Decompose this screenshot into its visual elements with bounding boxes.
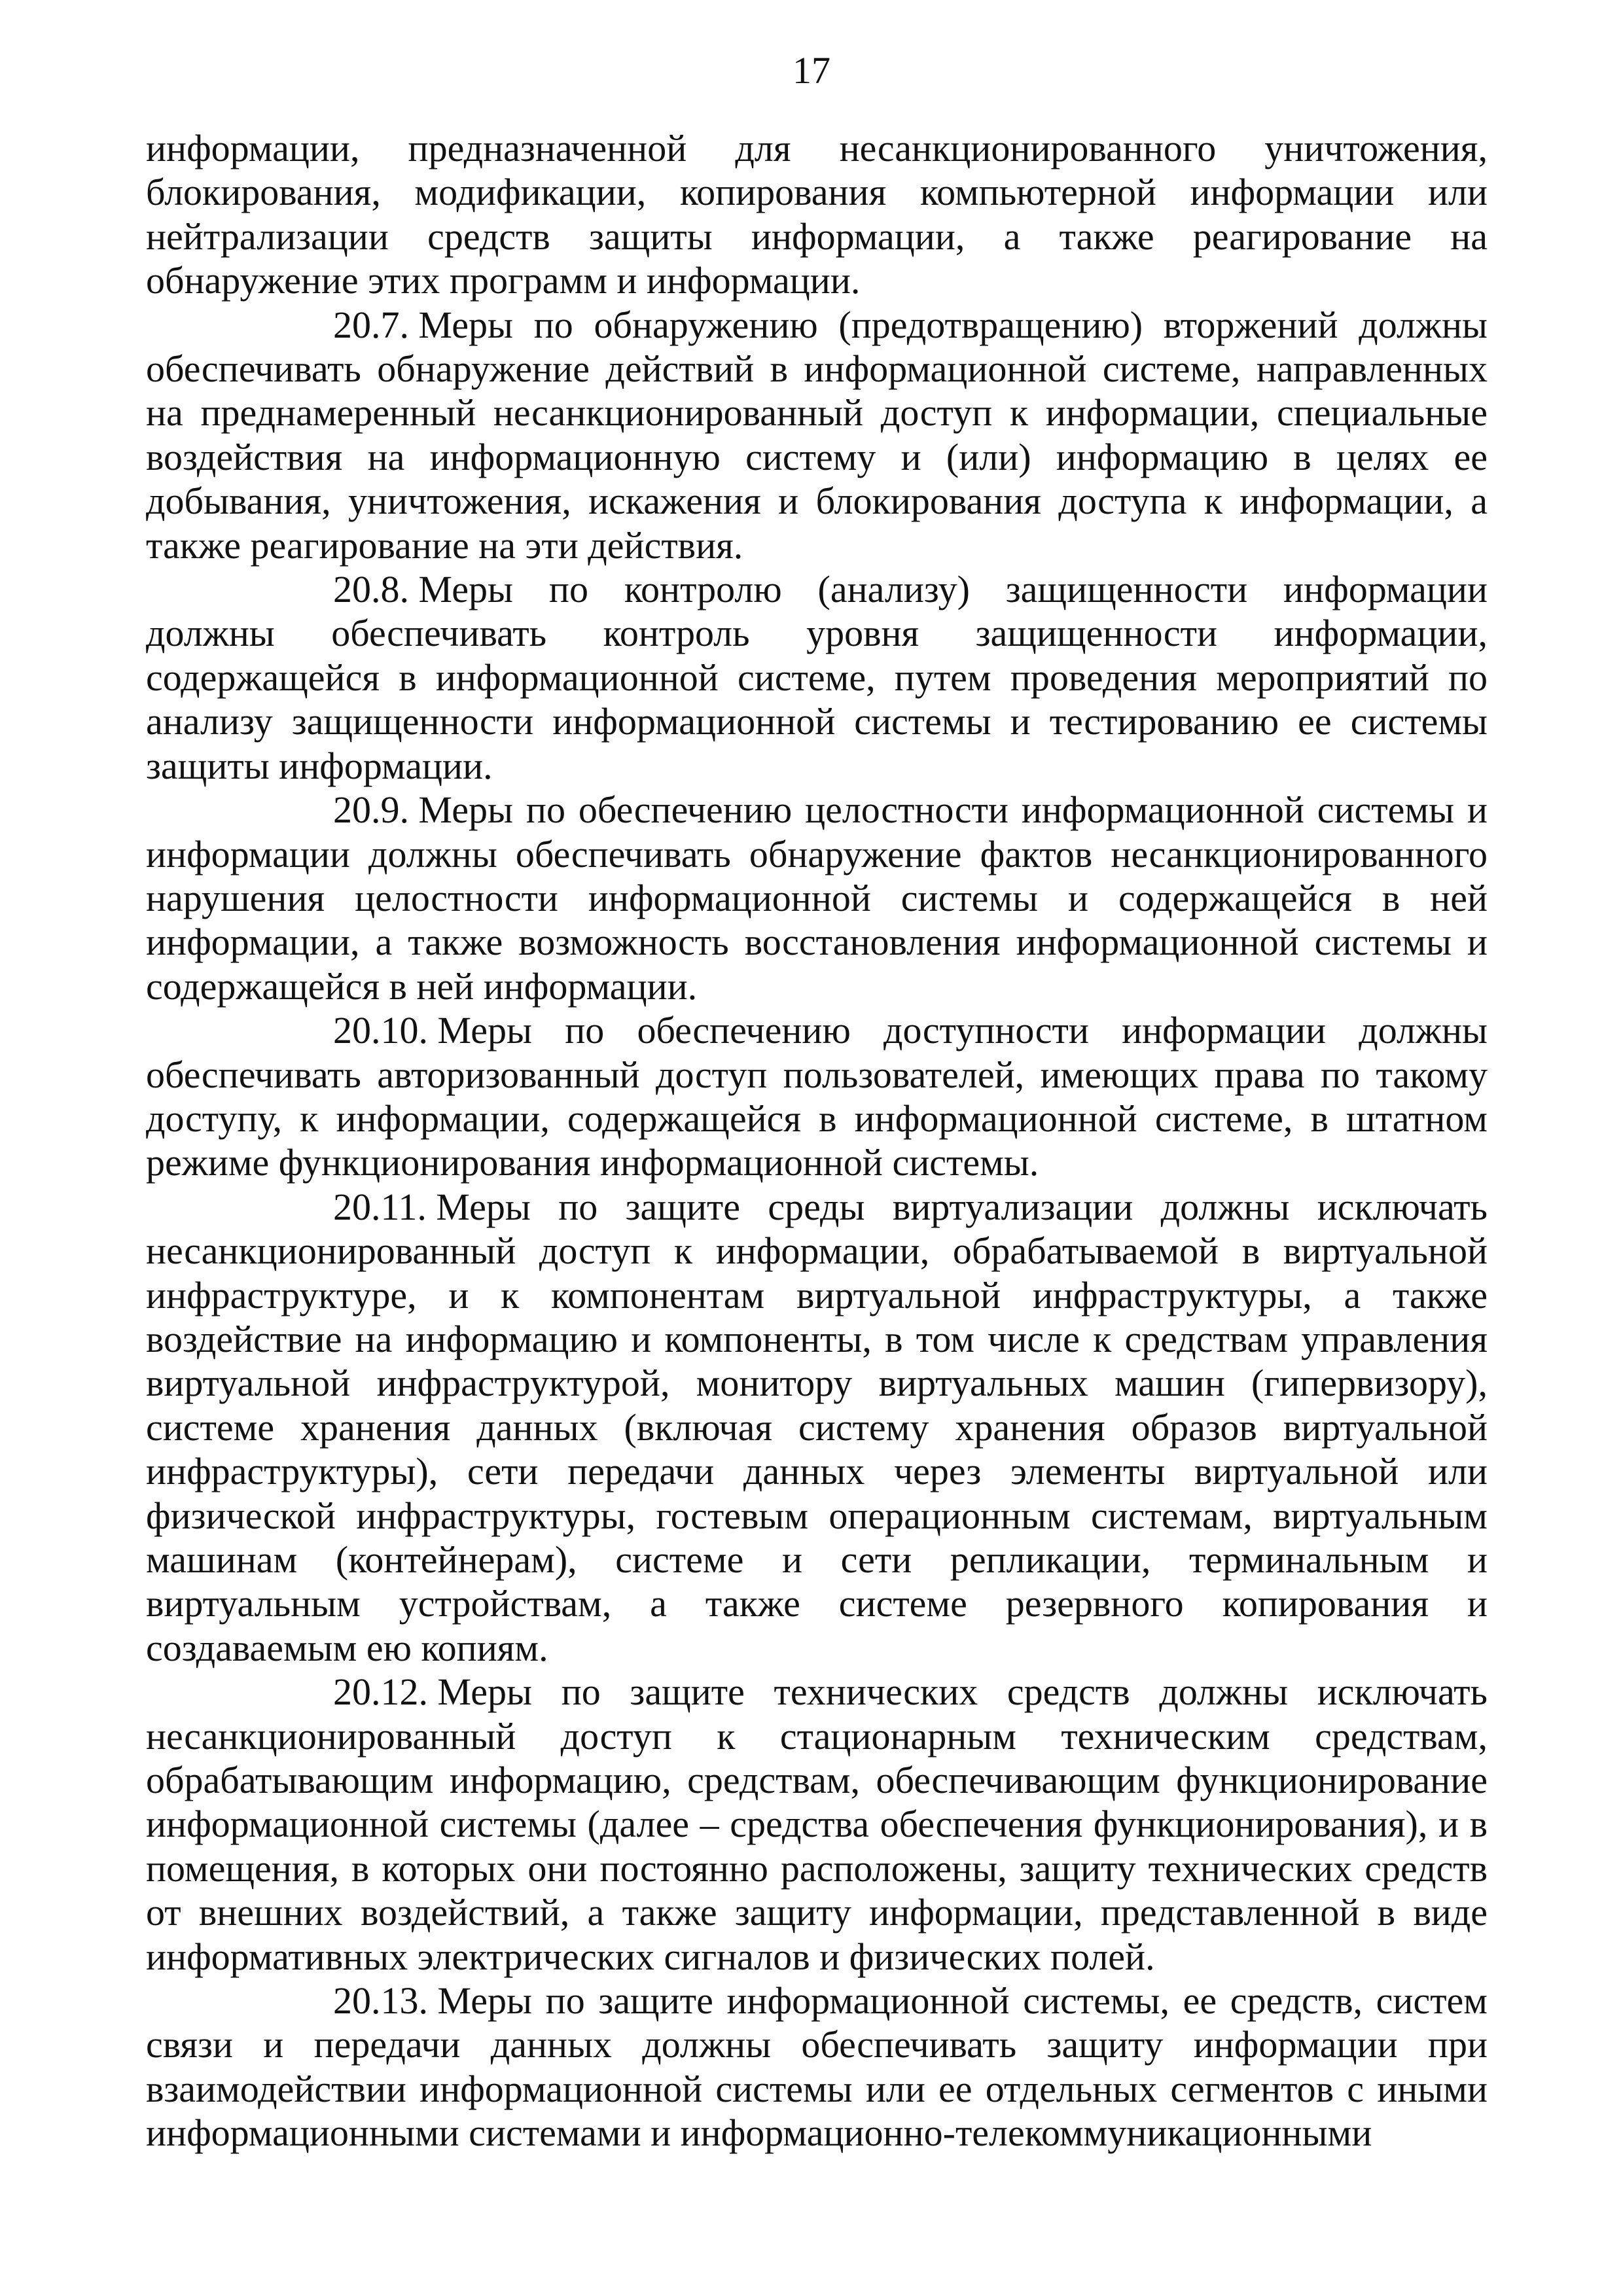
paragraph-text: Меры по защите информационной системы, ее средств, систем связи и передачи данных должны обеспечивать защиту информации при взаимодействии информационной системы или ее отдельных сегментов с иными информационными системами и информационно-телекоммуникационными (146, 1979, 1488, 2155)
paragraph-20-9 (146, 788, 1488, 1008)
paragraph-20-13 (146, 1979, 1488, 2155)
paragraph-20-12 (146, 1670, 1488, 1979)
paragraph-text: Меры по обеспечению целостности информационной системы и информации должны обеспечивать обнаружение фактов несанкционированного нарушения целостности информационной системы и содержащейся в ней информации, а также возможность восстановления информационной системы и содержащейся в ней информации. (146, 788, 1488, 1008)
page-number: 17 (793, 49, 830, 92)
paragraph-continuation (146, 126, 1488, 303)
paragraph-number: 20.12. (333, 1670, 428, 1714)
paragraph-text: Меры по обеспечению доступности информации должны обеспечивать авторизованный доступ пользователей, имеющих права по такому доступу, к информации, содержащейся в информационной системе, в штатном режиме функционирования информационной системы. (146, 1009, 1488, 1184)
paragraph-text: Меры по защите технических средств должны исключать несанкционированный доступ к стационарным техническим средствам, обрабатывающим информацию, средствам, обеспечивающим функционирование информационной системы (далее – средства обеспечения функционирования), и в помещения, в которых они постоянно расположены, защиту технических средств от внешних воздействий, а также защиту информации, представленной в виде информативных электрических сигналов и физических полей. (146, 1670, 1488, 1978)
paragraph-number: 20.10. (333, 1009, 428, 1052)
paragraph-text: Меры по обнаружению (предотвращению) вторжений должны обеспечивать обнаружение действий в информационной системе, направленных на преднамеренный несанкционированный доступ к информации, специальные воздействия на информационную систему и (или) информацию в целях ее добывания, уничтожения, искажения и блокирования доступа к информации, а также реагирование на эти действия. (146, 303, 1488, 567)
paragraph-20-8 (146, 567, 1488, 788)
paragraph-text: Меры по защите среды виртуализации должны исключать несанкционированный доступ к информации, обрабатываемой в виртуальной инфраструктуре, и к компонентам виртуальной инфраструктуры, а также воздействие на информацию и компоненты, в том числе к средствам управления виртуальной инфраструктурой, монитору виртуальных машин (гипервизору), системе хранения данных (включая систему хранения образов виртуальной инфраструктуры), сети передачи данных через элементы виртуальной или физической инфраструктуры, гостевым операционным системам, виртуальным машинам (контейнерам), системе и сети репликации, терминальным и виртуальным устройствам, а также системе резервного копирования и создаваемым ею копиям. (146, 1185, 1488, 1669)
paragraph-20-10 (146, 1008, 1488, 1185)
paragraph-number: 20.8. (333, 568, 409, 611)
paragraph-20-7 (146, 303, 1488, 567)
paragraph-20-11 (146, 1185, 1488, 1670)
paragraph-number: 20.9. (333, 788, 409, 832)
paragraph-number: 20.11. (333, 1185, 427, 1228)
paragraph-text: Меры по контролю (анализу) защищенности информации должны обеспечивать контроль уровня защищенности информации, содержащейся в информационной системе, путем проведения мероприятий по анализу защищенности информационной системы и тестированию ее системы защиты информации. (146, 568, 1488, 787)
paragraph-number: 20.7. (333, 303, 409, 346)
document-body (146, 126, 1488, 2155)
paragraph-number: 20.13. (333, 1979, 428, 2022)
paragraph-text: информации, предназначенной для несанкционированного уничтожения, блокирования, модификации, копирования компьютерной информации или нейтрализации средств защиты информации, а также реагирование на обнаружение этих программ и информации. (146, 127, 1488, 302)
